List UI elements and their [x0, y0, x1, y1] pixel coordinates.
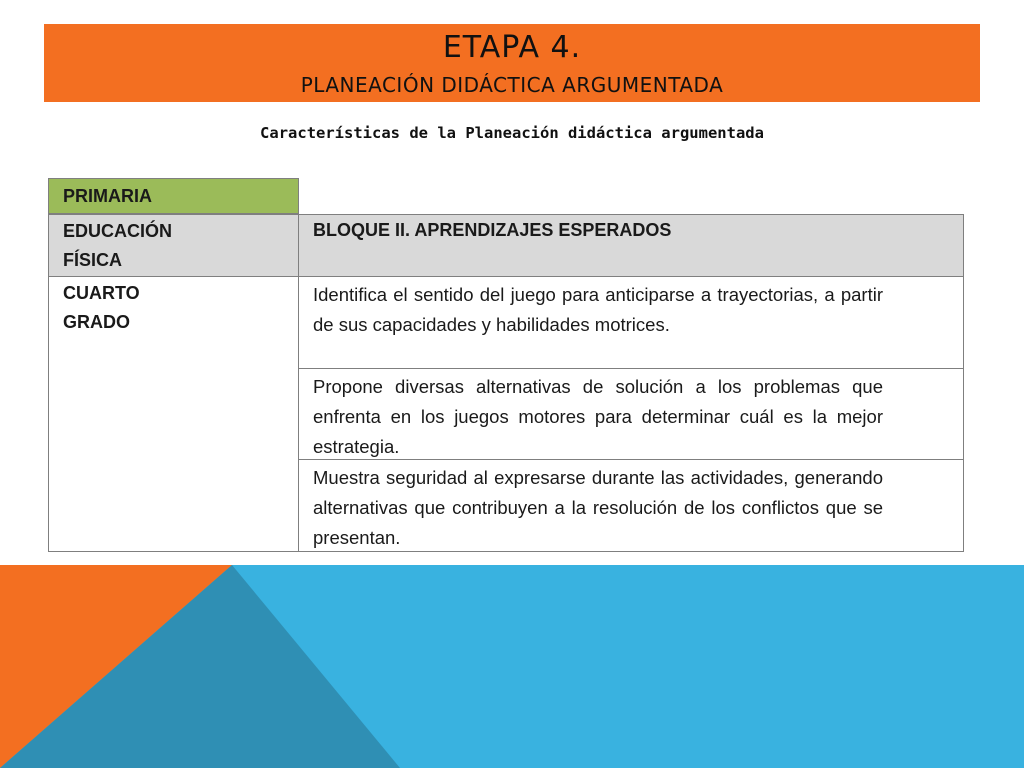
level-label: PRIMARIA — [63, 186, 152, 206]
subject-cell — [48, 214, 299, 277]
decorative-footer — [0, 565, 1024, 768]
block-title-cell — [298, 214, 964, 277]
slide-title: ETAPA 4. — [442, 30, 582, 65]
aprendizaje-cell — [298, 368, 964, 460]
grade-cell — [48, 276, 299, 552]
subject-line1: EDUCACIÓN — [63, 221, 173, 241]
aprendizaje-cell — [298, 276, 964, 369]
aprendizaje-cell — [298, 459, 964, 552]
aprendizaje-text: Identifica el sentido del juego para anticiparse a trayectorias, a partir de sus capacidades y habilidades motrices. — [313, 284, 883, 335]
grade-line2: GRADO — [63, 312, 130, 332]
slide-caption: Características de la Planeación didáctica argumentada — [260, 124, 764, 142]
title-band — [44, 24, 980, 102]
subject-line2: FÍSICA — [63, 250, 123, 270]
slide-subtitle-heading: PLANEACIÓN DIDÁCTICA ARGUMENTADA — [300, 73, 724, 97]
grade-line1: CUARTO — [63, 283, 140, 303]
aprendizaje-text: Muestra seguridad al expresarse durante las actividades, generando alternativas que contribuyen a la resolución de los conflictos que se presentan. — [313, 467, 883, 548]
aprendizaje-text: Propone diversas alternativas de solución a los problemas que enfrenta en los juegos motores para determinar cuál es la mejor estrategia. — [313, 376, 883, 457]
block-title: BLOQUE II. APRENDIZAJES ESPERADOS — [313, 220, 672, 240]
planning-table — [48, 178, 964, 552]
level-cell — [48, 178, 299, 214]
